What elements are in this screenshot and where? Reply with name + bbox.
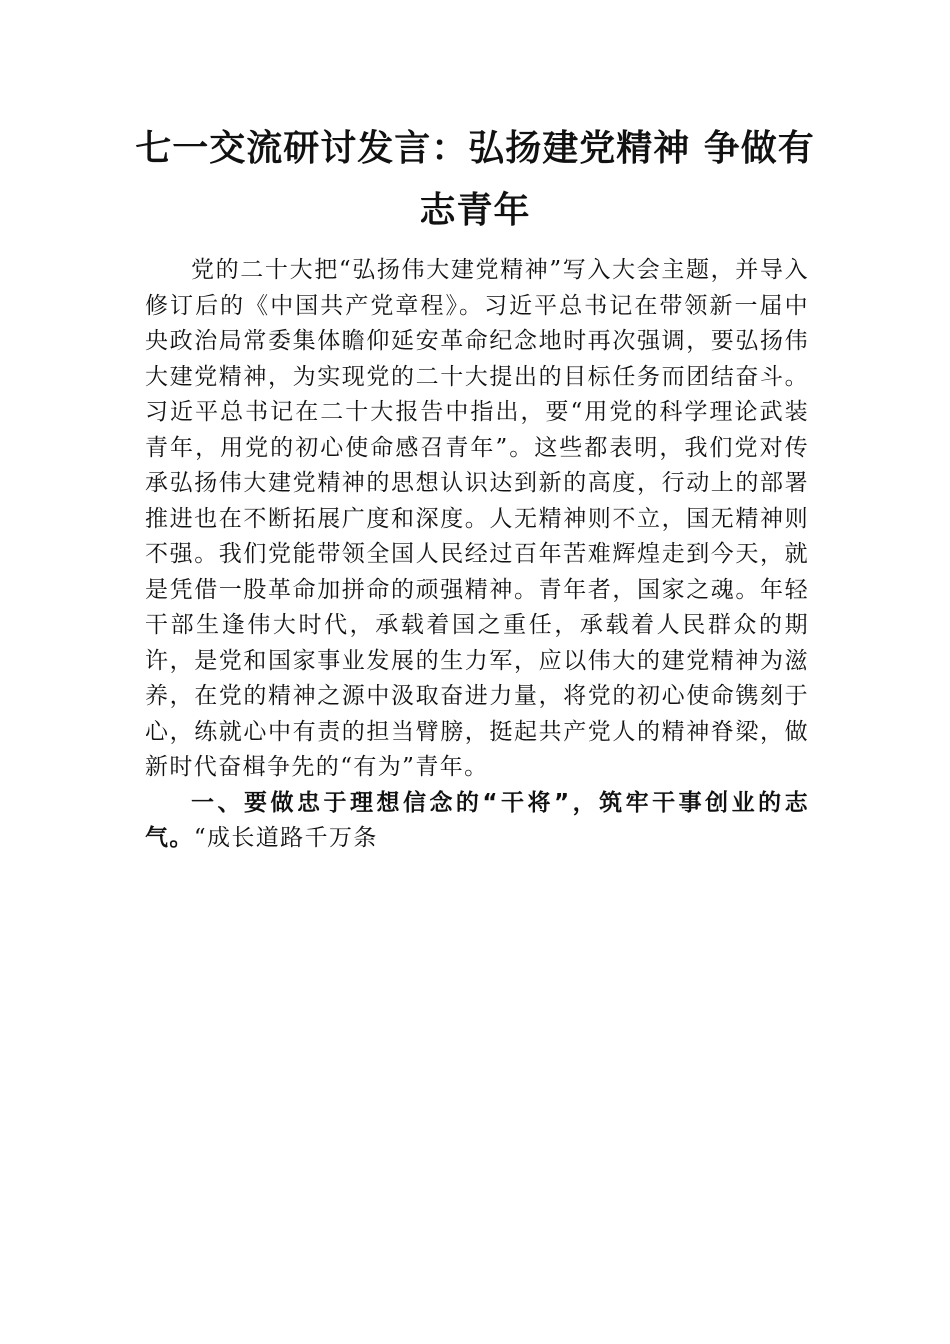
title-line-2: 志青年 (419, 190, 531, 231)
document-body (145, 253, 809, 857)
section-text: “成长道路千万条 (193, 825, 378, 851)
paragraph-intro: 党的二十大把“弘扬伟大建党精神”写入大会主题，并导入修订后的《中国共产党章程》。习近平总书记在带领新一届中央政治局常委集体瞻仰延安革命纪念地时再次强调，要弘扬伟大建党精神，为实现党的二十大提出的目标任务而团结奋斗。习近平总书记在二十大报告中指出，要“用党的科学理论武装青年，用党的初心使命感召青年”。这些都表明，我们党对传承弘扬伟大建党精神的思想认识达到新的高度，行动上的部署推进也在不断拓展广度和深度。人无精神则不立，国无精神则不强。我们党能带领全国人民经过百年苦难辉煌走到今天，就是凭借一股革命加拼命的顽强精神。青年者，国家之魂。年轻干部生逢伟大时代，承载着国之重任，承载着人民群众的期许，是党和国家事业发展的生力军，应以伟大的建党精神为滋养，在党的精神之源中汲取奋进力量，将党的初心使命镌刻于心，练就心中有责的担当臂膀，挺起共产党人的精神脊梁，做新时代奋楫争先的“有为”青年。 (145, 257, 809, 780)
section-heading: 一、要做忠于理想信念的“干将”，筑牢干事创业的志气。 (145, 789, 809, 851)
paragraph-section-one (145, 786, 809, 857)
document-title (120, 118, 830, 242)
title-line-1: 七一交流研讨发言：弘扬建党精神 争做有 (135, 128, 815, 169)
